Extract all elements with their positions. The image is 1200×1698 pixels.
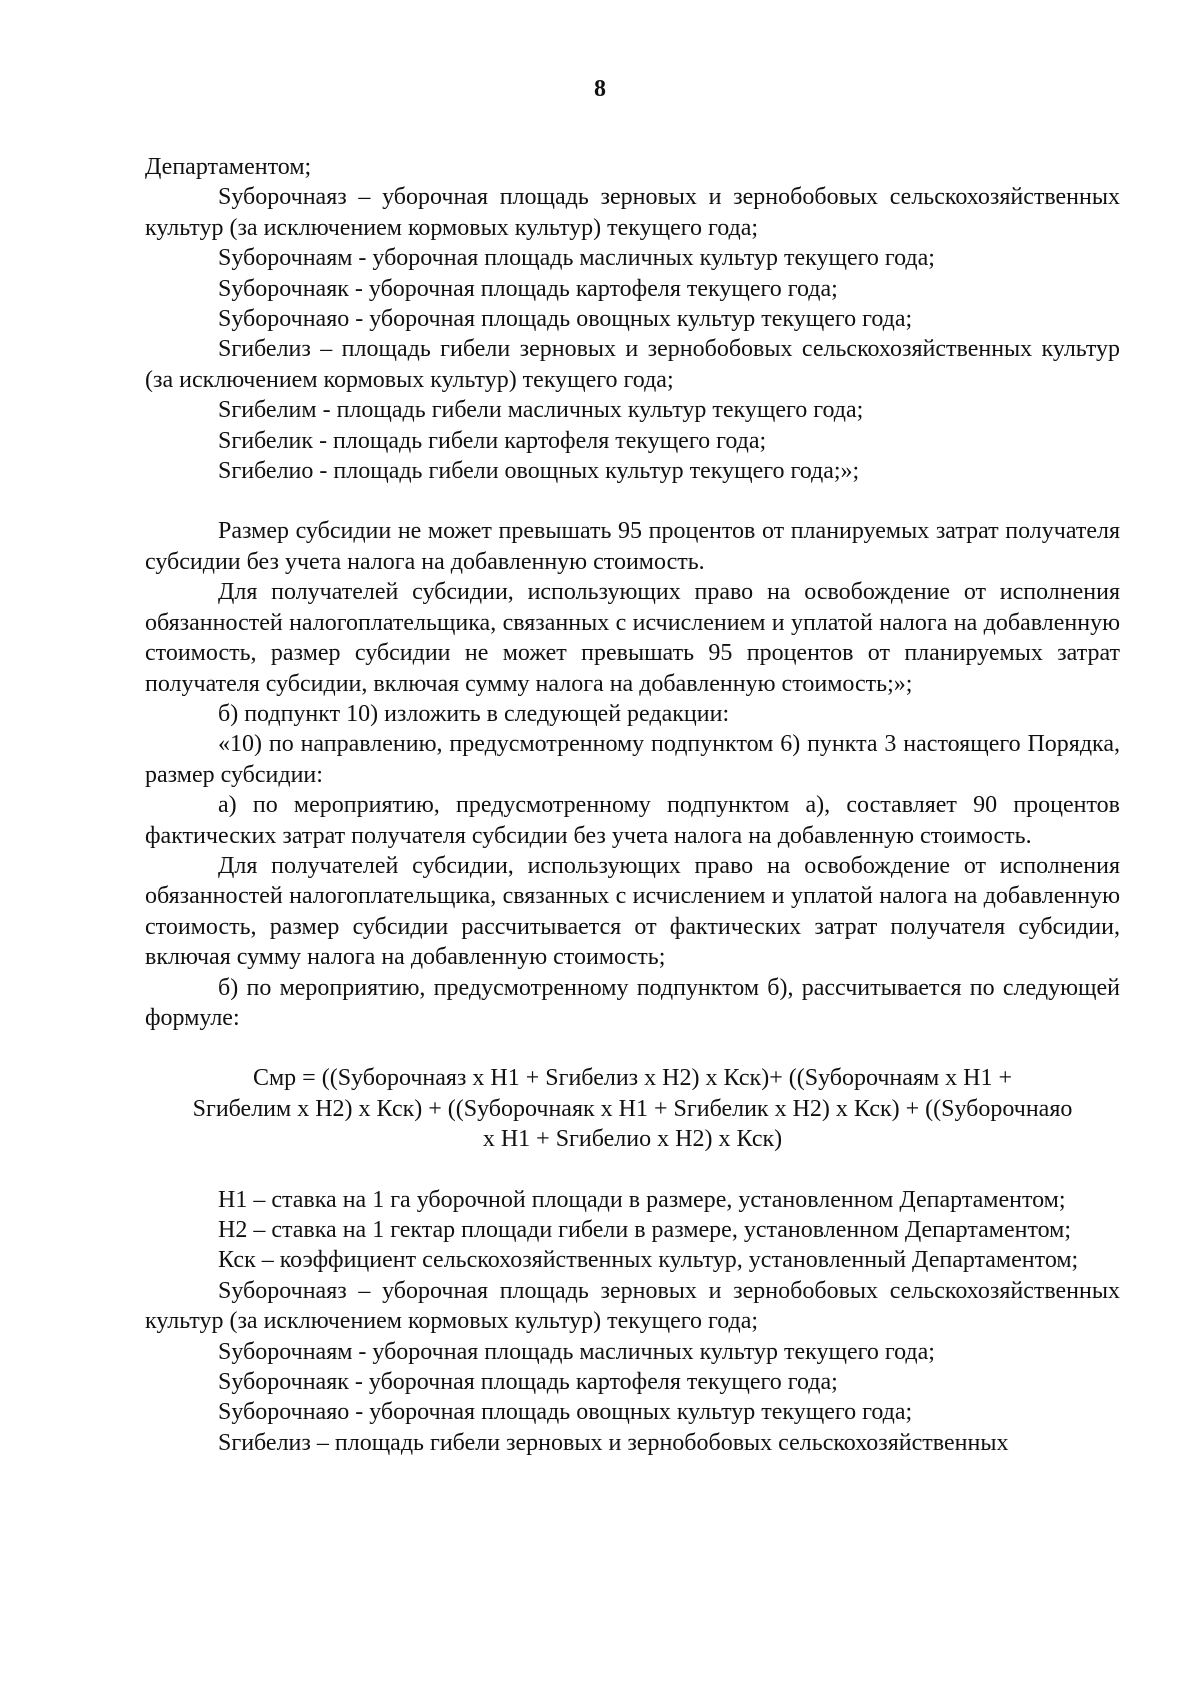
paragraph: Для получателей субсидии, использующих право на освобождение от исполнения обязанностей налогоплательщика, связанных с исчислением и уплатой налога на добавленную стоимость, размер субсидии рассчитывается от фактических затрат получателя субсидии, включая сумму налога на добавленную стоимость; (145, 852, 1120, 971)
paragraph: Для получателей субсидии, использующих право на освобождение от исполнения обязанностей налогоплательщика, связанных с исчислением и уплатой налога на добавленную стоимость, размер субсидии не может превышать 95 процентов от планируемых затрат получателя субсидии, включая сумму налога на добавленную стоимость;»; (145, 579, 1120, 697)
paragraph: Sуборочнаяк - уборочная площадь картофеля текущего года; (218, 1369, 838, 1396)
paragraph: Sуборочнаяз – уборочная площадь зерновых и зернобобовых сельскохозяйственных культур (за исключением кормовых культур) текущего года; (145, 184, 1120, 241)
paragraph: Н2 – ставка на 1 гектар площади гибели в размере, установленном Департаментом; (218, 1217, 1072, 1243)
paragraph: «10) по направлению, предусмотренному подпунктом 6) пункта 3 настоящего Порядка, размер субсидии: (145, 731, 1120, 788)
paragraph: Sгибелио - площадь гибели овощных культур текущего года;»; (218, 458, 860, 485)
paragraph: Sгибелим - площадь гибели масличных культур текущего года; (218, 397, 864, 424)
formula-line: Смр = ((Sуборочнаяз х Н1 + Sгибелиз х Н2) х Кск)+ ((Sуборочнаям х Н1 + (252, 1065, 1012, 1092)
formula-line: Sгибелим х Н2) х Кск) + ((Sуборочнаяк х Н1 + Sгибелик х Н2) х Кск) + ((Sуборочнаяо (192, 1095, 1073, 1122)
paragraph: Кск – коэффициент сельскохозяйственных культур, установленный Департаментом; (218, 1247, 1079, 1274)
paragraph: Sуборочнаяз – уборочная площадь зерновых и зернобобовых сельскохозяйственных культур (за исключением кормовых культур) текущего года; (145, 1277, 1120, 1335)
paragraph: Sгибелиз – площадь гибели зерновых и зернобобовых сельскохозяйственных культур (за исключением кормовых культур) текущего года; (145, 336, 1120, 393)
paragraph: Н1 – ставка на 1 га уборочной площади в размере, установленном Департаментом; (218, 1186, 1066, 1213)
paragraph: б) подпункт 10) изложить в следующей редакции: (218, 700, 730, 727)
paragraph: а) по мероприятию, предусмотренному подпунктом а), составляет 90 процентов фактических затрат получателя субсидии без учета налога на добавленную стоимость. (145, 792, 1120, 849)
paragraph: Sуборочнаяо - уборочная площадь овощных культур текущего года; (218, 1399, 913, 1426)
formula (145, 1063, 1120, 1154)
paragraph: Sгибелик - площадь гибели картофеля текущего года; (218, 427, 767, 454)
paragraph: Sуборочнаям - уборочная площадь масличных культур текущего года; (218, 1338, 935, 1365)
formula-line: х Н1 + Sгибелио х Н2) х Кск) (482, 1126, 783, 1153)
paragraph: Департаментом; (145, 154, 312, 180)
page-number: 8 (594, 76, 606, 102)
paragraph: Sуборочнаяк - уборочная площадь картофеля текущего года; (218, 275, 838, 302)
spacer (145, 486, 1120, 516)
paragraph: б) по мероприятию, предусмотренному подпунктом б), рассчитывается по следующей формуле: (145, 974, 1120, 1031)
spacer (145, 1033, 1120, 1063)
paragraph: Sуборочнаям - уборочная площадь масличных культур текущего года; (218, 245, 935, 272)
paragraph: Размер субсидии не может превышать 95 процентов от планируемых затрат получателя субсидии без учета налога на добавленную стоимость. (145, 518, 1120, 575)
spacer (145, 1155, 1120, 1185)
document-body (145, 152, 1120, 1458)
paragraph: Sгибелиз – площадь гибели зерновых и зернобобовых сельскохозяйственных (218, 1429, 1009, 1456)
paragraph: Sуборочнаяо - уборочная площадь овощных культур текущего года; (218, 306, 913, 333)
